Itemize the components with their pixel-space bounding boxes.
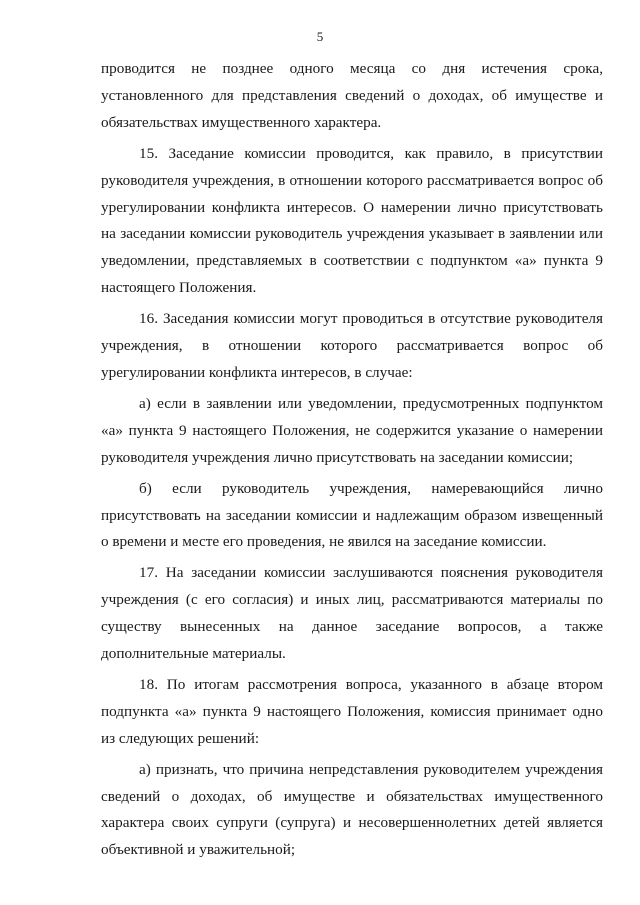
paragraph-item-18: 18. По итогам рассмотрения вопроса, указанного в абзаце втором подпункта «а» пункта 9 настоящего Положения, комиссия принимает одно из следующих решений: [101,675,603,747]
document-body [101,56,603,864]
paragraph-item-16: 16. Заседания комиссии могут проводиться в отсутствие руководителя учреждения, в отношении которого рассматривается вопрос об урегулировании конфликта интересов, в случае: [101,310,603,381]
paragraph-item-17: 17. На заседании комиссии заслушиваются пояснения руководителя учреждения (с его согласия) и иных лиц, рассматриваются материалы по существу вынесенных на данное заседание вопросов, а также дополнительные материалы. [101,564,603,663]
paragraph-continuation: проводится не позднее одного месяца со дня истечения срока, установленного для представления сведений о доходах, об имуществе и обязательствах имущественного характера. [101,60,603,131]
paragraph-item-18-a: а) признать, что причина непредставления руководителем учреждения сведений о доходах, об имуществе и обязательствах имущественного характера своих супруги (супруга) и несовершеннолетних детей является объективной и уважительной; [101,760,603,859]
paragraph-item-15: 15. Заседание комиссии проводится, как правило, в присутствии руководителя учреждения, в отношении которого рассматривается вопрос об урегулировании конфликта интересов. О намерении лично присутствовать на заседании комиссии руководитель учреждения указывает в заявлении или уведомлении, представляемых в соответствии с подпунктом «а» пункта 9 настоящего Положения. [101,144,603,297]
paragraph-item-16-a: а) если в заявлении или уведомлении, предусмотренных подпунктом «а» пункта 9 настоящего Положения, не содержится указание о намерении руководителя учреждения лично присутствовать на заседании комиссии; [101,394,603,466]
paragraph-item-16-b: б) если руководитель учреждения, намеревающийся лично присутствовать на заседании комиссии и надлежащим образом извещенный о времени и месте его проведения, не явился на заседание комиссии. [101,479,603,551]
page-number: 5 [316,29,324,44]
